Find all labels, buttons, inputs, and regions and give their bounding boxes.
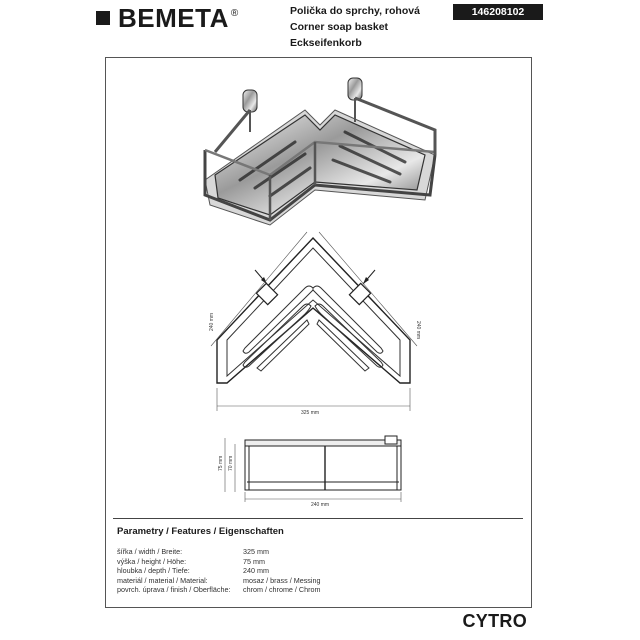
feature-row	[117, 557, 321, 567]
top-view-drawing	[205, 228, 435, 418]
product-code: 146208102	[471, 6, 525, 18]
dim-top-left-label: 240 mm	[209, 312, 215, 331]
feature-label: povrch. úprava / finish / Oberfläche:	[117, 585, 231, 594]
brand-name: BEMETA	[118, 2, 229, 33]
feature-value: 325 mm	[243, 547, 269, 556]
features-section	[117, 526, 321, 595]
feature-value: mosaz / brass / Messing	[243, 575, 321, 585]
features-heading: Parametry / Features / Eigenschaften	[117, 526, 284, 537]
product-titles	[290, 3, 420, 51]
feature-row	[117, 576, 321, 586]
feature-label: šířka / width / Breite:	[117, 547, 183, 556]
feature-row	[117, 547, 321, 557]
dim-front-height-label: 75 mm	[218, 455, 224, 471]
title-german: Eckseifenkorb	[290, 37, 362, 49]
feature-row	[117, 566, 321, 576]
product-code-badge	[453, 4, 543, 20]
feature-value: 240 mm	[243, 566, 269, 575]
logo-square-icon	[96, 11, 110, 25]
product-name: CYTRO	[462, 611, 527, 631]
dim-top-right-label: 240 mm	[415, 321, 421, 340]
feature-label: výška / height / Höhe:	[117, 556, 187, 566]
dim-front-width-label: 240 mm	[311, 502, 330, 508]
feature-value: 75 mm	[243, 556, 265, 566]
feature-row	[117, 585, 321, 595]
features-separator	[113, 518, 523, 519]
dim-top-width-label: 325 mm	[301, 410, 320, 416]
feature-label: materiál / material / Material:	[117, 575, 208, 585]
front-view-drawing	[215, 430, 415, 508]
dim-front-inner-label: 70 mm	[228, 455, 234, 471]
feature-value: chrom / chrome / Chrom	[243, 585, 321, 594]
title-czech: Polička do sprchy, rohová	[290, 5, 420, 17]
brand-logo	[96, 2, 238, 34]
registered-mark: ®	[230, 8, 239, 19]
feature-label: hloubka / depth / Tiefe:	[117, 566, 190, 575]
title-english: Corner soap basket	[290, 21, 389, 33]
product-render	[185, 70, 455, 235]
